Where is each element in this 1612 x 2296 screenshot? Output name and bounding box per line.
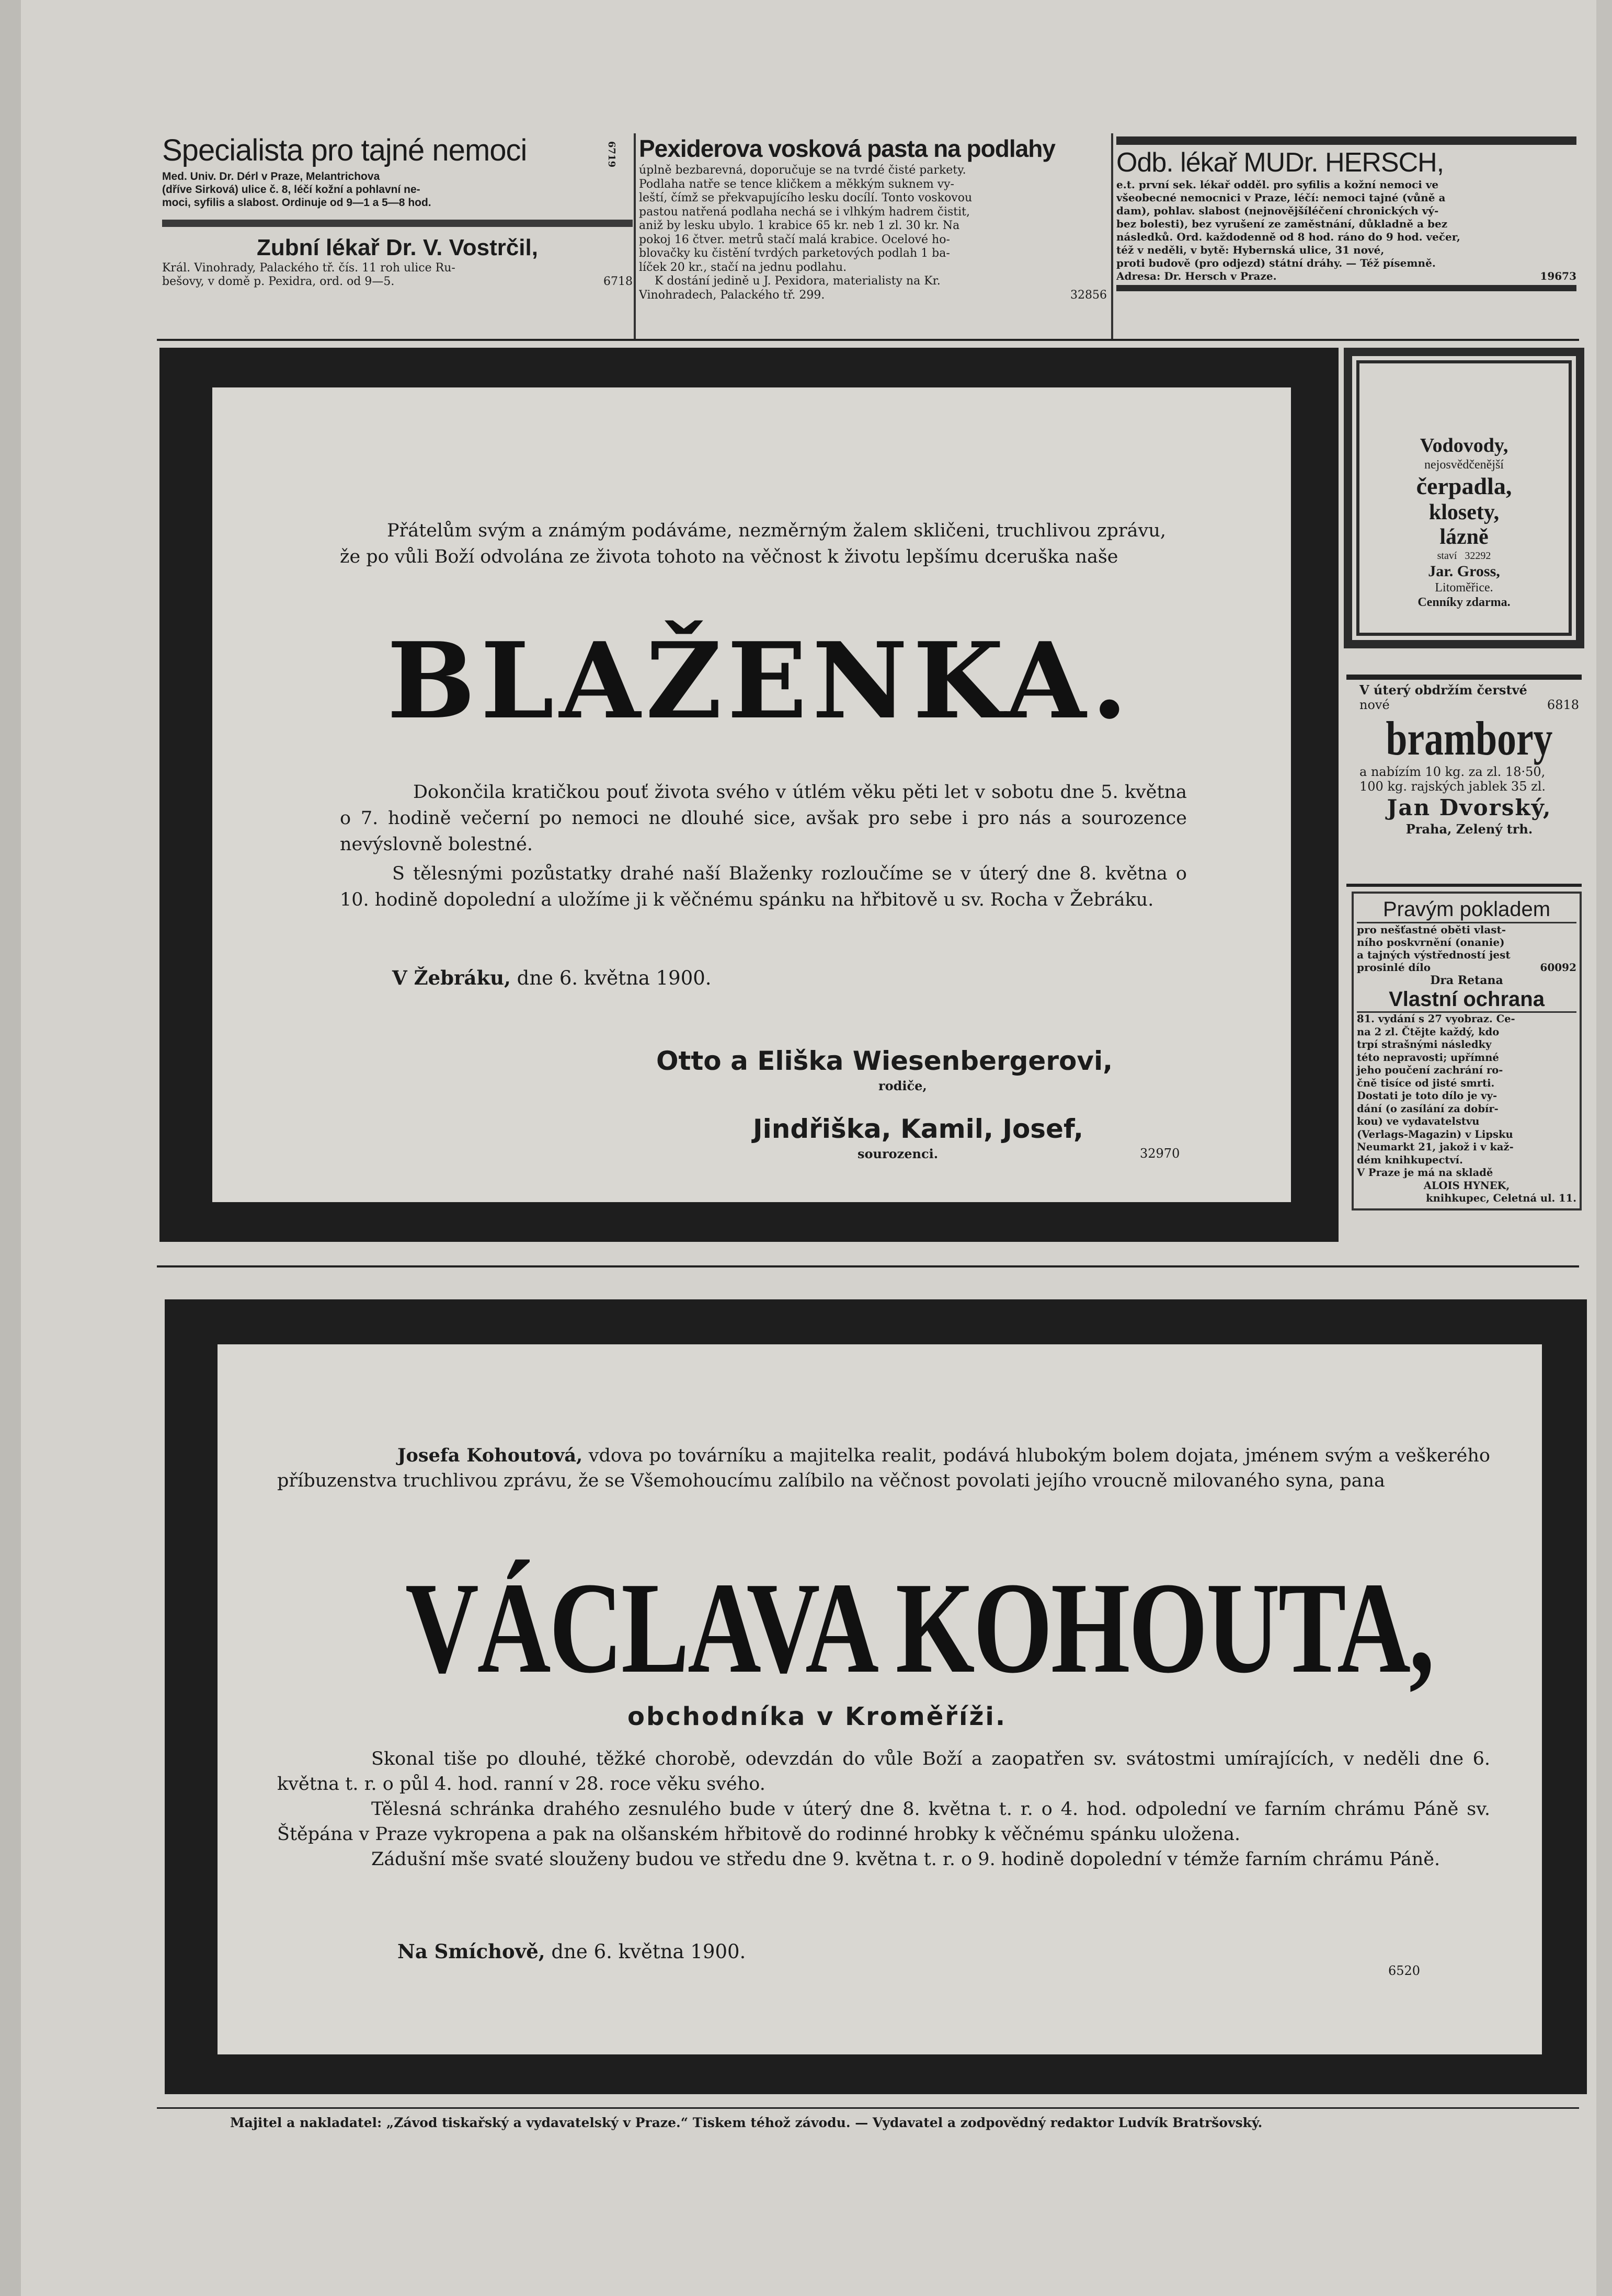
column-rule <box>1111 133 1113 340</box>
ad-water-line: klosety, <box>1428 500 1500 524</box>
ad-line: ního poskvrnění (onanie) <box>1357 936 1505 949</box>
obituary-paragraph: Dokončila kratičkou pouť života svého v útlém věku pěti let v sobotu dne 5. května o 7. hodině večerní po nemoci ne dlouhé sice, avšak pro sebe i pro nás a sourozence nevýslovně bolestné. <box>340 782 1187 855</box>
ad-water-firm: Jar. Gross, <box>1428 563 1500 580</box>
place: V Žebráku, <box>392 966 511 989</box>
ad-water <box>1380 434 1548 610</box>
obituary-blazenka-parents-role: rodiče, <box>878 1078 927 1093</box>
ad-line: Vinohradech, Palackého tř. 299. <box>639 288 825 302</box>
obituary-paragraph: Zádušní mše svaté slouženy budou ve středu dne 9. května t. r. o 9. hodině dopolední v témže farním chrámu Páně. <box>371 1849 1440 1870</box>
ad-line: této nepravosti; upřímné <box>1357 1051 1499 1064</box>
ad-line: též v neděli, v bytě: Hybernská ulice, 31 nové, <box>1116 244 1385 256</box>
obituary-kohout-mother: Josefa Kohoutová, <box>397 1445 583 1466</box>
section-rule <box>1346 675 1582 680</box>
ad-line: proti budově (pro odjezd) státní dráhy. — Též písemně. <box>1116 257 1436 269</box>
ad-potatoes-line: nové <box>1359 698 1390 712</box>
ad-line: Adresa: Dr. Hersch v Praze. <box>1116 270 1277 282</box>
section-rule <box>157 1265 1579 1267</box>
ad-line: 81. vydání s 27 vyobraz. Ce- <box>1357 1013 1515 1025</box>
column-rule <box>634 133 636 340</box>
obituary-blazenka-siblings: Jindřiška, Kamil, Josef, <box>753 1114 1083 1144</box>
footer-imprint: Majitel a nakladatel: „Závod tiskařský a vydavatelský v Praze.“ Tiskem téhož závodu. — Vydavatel a zodpovědný redaktor Ludvík Bratršovský. <box>230 2115 1263 2130</box>
ad-line: aniž by lesku ubylo. 1 krabice 65 kr. neb 1 zl. 30 kr. Na <box>639 219 960 232</box>
ad-water-stavi: staví <box>1437 550 1457 562</box>
ad-line: blovačky ku čistění tvrdých parketových podlah 1 ba- <box>639 247 950 260</box>
footer-rule <box>157 2107 1579 2109</box>
ad-water-line: nejosvědčenější <box>1424 458 1504 472</box>
obituary-paragraph: Skonal tiše po dlouhé, těžké chorobě, odevzdán do vůle Boží a zaopatřen sv. svátostmi umírajících, v neděli dne 6. května t. r. o půl 4. hod. ranní v 28. roce věku svého. <box>277 1749 1490 1795</box>
ad-hersch-top-rule <box>1116 136 1576 145</box>
ad-wax-paste <box>639 133 1107 337</box>
ad-code: 6818 <box>1547 698 1579 712</box>
obituary-blazenka-siblings-role: sourozenci. <box>858 1146 939 1161</box>
ad-line: všeobecné nemocnici v Praze, léčí: nemoci tajné (vůně a <box>1116 191 1446 204</box>
ad-hersch <box>1116 133 1576 337</box>
obituary-kohout-code: 6520 <box>1388 1963 1421 1978</box>
obituary-blazenka-intro: Přátelům svým a známým podáváme, nezměrným žalem skličeni, truchlivou zprávu, že po vůli Boží odvolána ze života tohoto na věčnost k životu lepšímu dceruška naše <box>340 520 1166 567</box>
ad-line: dání (o zasílání za dobír- <box>1357 1102 1499 1115</box>
ad-potatoes-title: brambory <box>1386 712 1553 765</box>
ad-code: 32856 <box>1070 288 1107 302</box>
section-rule <box>1346 884 1582 887</box>
ad-specialist <box>162 133 633 337</box>
obituary-kohout-name: VÁCLAVA KOHOUTA, <box>405 1556 1433 1700</box>
obituary-blazenka-parents: Otto a Eliška Wiesenbergerovi, <box>656 1046 1113 1076</box>
ad-wax-paste-title: Pexiderova vosková pasta na podlahy <box>639 135 1055 162</box>
ad-line: prosinlé dílo <box>1357 961 1431 974</box>
ad-line: e.t. první sek. lékař odděl. pro syfilis a kožní nemoci ve <box>1116 178 1439 191</box>
ad-dentist-text <box>162 261 633 289</box>
ad-line: knihkupec, Celetná ul. 11. <box>1426 1192 1576 1204</box>
ad-code: 60092 <box>1540 961 1576 974</box>
ad-potatoes-line: V úterý obdržím čerstvé <box>1359 682 1527 698</box>
obituary-paragraph: vdova po továrníku a majitelka realit, podává hlubokým bolem dojata, jménem svým a veškerého příbuzenstva truchlivou zprávu, že se Všemohoucímu zalíbilo na věčnost povolati jejího vroucně milovaného syna, pana <box>277 1445 1490 1491</box>
ad-line: dam), pohlav. slabost (nejnovějšíléčení chronických vý- <box>1116 204 1439 217</box>
ad-line: Med. Univ. Dr. Dérl v Praze, Melantrichova <box>162 170 380 182</box>
ad-potatoes-offer: a nabízím 10 kg. za zl. 18·50, <box>1359 764 1546 779</box>
ad-line: bez bolesti), bez vyrušení ze zaměstnání, důkladně a bez <box>1116 218 1448 230</box>
ad-specialist-title: Specialista pro tajné nemoci <box>162 133 527 167</box>
ad-line: V Praze je má na skladě <box>1357 1167 1493 1179</box>
obituary-blazenka-body <box>340 779 1187 916</box>
obituary-kohout-dateline <box>397 1940 746 1963</box>
ad-line: kou) ve vydavatelstvu <box>1357 1115 1480 1127</box>
ad-line: pokoj 16 čtver. metrů stačí malá krabice. Ocelové ho- <box>639 233 950 246</box>
place: Na Smíchově, <box>397 1940 545 1963</box>
ad-water-line: čerpadla, <box>1416 473 1512 499</box>
ad-line: ALOIS HYNEK, <box>1423 1179 1510 1192</box>
ad-line: úplně bezbarevná, doporučuje se na tvrdé čisté parkety. <box>639 164 966 177</box>
ad-code: 6718 <box>603 275 633 288</box>
ad-wax-paste-text <box>639 164 1107 302</box>
ad-potatoes-seller: Jan Dvorský, <box>1387 795 1552 820</box>
ad-line: a tajných výstředností jest <box>1357 949 1511 961</box>
ad-specialist-text <box>162 170 633 209</box>
ad-line: pro nešťastné oběti vlast- <box>1357 923 1506 936</box>
ad-line: Neumarkt 21, jakož i v kaž- <box>1357 1141 1514 1153</box>
obituary-kohout-intro <box>277 1443 1490 1493</box>
ad-water-line: lázně <box>1439 525 1489 549</box>
ad-water-price: Cenníky zdarma. <box>1417 596 1511 609</box>
obituary-paragraph: Tělesná schránka drahého zesnulého bude v úterý dne 8. května t. r. o 4. hod. odpolední ve farním chrámu Páně sv. Štěpána v Praze vykropena a pak na olšanském hřbitově do rodinné hrobky k věčnému spánku uložena. <box>277 1799 1490 1845</box>
ad-potatoes <box>1359 682 1579 837</box>
scan-right-edge <box>1596 0 1612 2296</box>
ad-line: trpí strašnými následky <box>1357 1038 1492 1050</box>
ad-water-line: Vodovody, <box>1420 435 1508 456</box>
ad-line: čně tisíce od jisté smrti. <box>1357 1077 1495 1089</box>
ad-code: 32292 <box>1465 550 1491 562</box>
date: dne 6. května 1900. <box>517 967 712 989</box>
ad-line: následků. Ord. každodenně od 8 hod. ráno do 9 hod. večer, <box>1116 231 1460 243</box>
ad-line: leští, čímž se překvapujícího lesku docílí. Tonto voskovou <box>639 191 973 204</box>
ad-line: Král. Vinohrady, Palackého tř. čís. 11 roh ulice Ru- <box>162 261 455 275</box>
ad-line: dém knihkupectví. <box>1357 1153 1463 1166</box>
ad-line: jeho poučení zachrání ro- <box>1357 1064 1503 1076</box>
ad-hersch-text <box>1116 178 1576 283</box>
ad-potatoes-offer: 100 kg. rajských jablek 35 zl. <box>1359 779 1546 794</box>
ad-code: 19673 <box>1540 270 1576 282</box>
scan-left-edge <box>0 0 21 2296</box>
ad-book <box>1352 892 1582 1210</box>
ad-line: (Verlags-Magazin) v Lipsku <box>1357 1128 1513 1140</box>
ad-book-title2: Vlastní ochrana <box>1357 987 1576 1013</box>
ad-line: K dostání jedině u J. Pexidora, materialisty na Kr. <box>655 275 941 288</box>
ad-dentist-title: Zubní lékař Dr. V. Vostrčil, <box>257 235 538 260</box>
date: dne 6. května 1900. <box>551 1940 746 1963</box>
ad-book-title: Pravým pokladem <box>1357 897 1576 923</box>
ad-line: moci, syfilis a slabost. Ordinuje od 9—1 a 5—8 hod. <box>162 197 431 209</box>
obituary-paragraph: S tělesnými pozůstatky drahé naší Blaženky rozloučíme se v úterý dne 8. května o 10. hodině dopolední a uložíme ji k věčnému spánku na hřbitově u sv. Rocha v Žebráku. <box>340 863 1187 910</box>
ad-hersch-bottom-rule <box>1116 285 1576 291</box>
ad-water-town: Litoměřice. <box>1435 581 1493 595</box>
ad-book-author: Dra Retana <box>1430 974 1503 987</box>
ad-hersch-title: Odb. lékař MUDr. HERSCH, <box>1116 147 1444 178</box>
ad-line: (dříve Sirková) ulice č. 8, léčí kožní a pohlavní ne- <box>162 184 420 196</box>
ad-line: pastou natřená podlaha nechá se i vlhkým hadrem čistit, <box>639 205 970 219</box>
ad-potatoes-address: Praha, Zelený trh. <box>1405 821 1533 837</box>
ad-line: Podlaha natře se tence kličkem a měkkým suknem vy- <box>639 177 954 191</box>
ad-specialist-code: 6719 <box>606 141 617 168</box>
ad-line: Dostati je toto dílo je vy- <box>1357 1090 1497 1102</box>
ad-line: na 2 zl. Čtějte každý, kdo <box>1357 1025 1500 1038</box>
obituary-kohout-subtitle: obchodníka v Kroměříži. <box>627 1702 1007 1731</box>
section-rule <box>157 339 1579 341</box>
divider <box>162 220 633 227</box>
obituary-blazenka-name: BLAŽENKA. <box>387 620 1133 743</box>
obituary-blazenka-code: 32970 <box>1140 1146 1180 1161</box>
obituary-blazenka-dateline <box>392 966 712 989</box>
ad-line: bešovy, v domě p. Pexidra, ord. od 9—5. <box>162 275 395 288</box>
obituary-kohout-body <box>277 1746 1490 1872</box>
ad-line: líček 20 kr., stačí na jednu podlahu. <box>639 260 847 274</box>
